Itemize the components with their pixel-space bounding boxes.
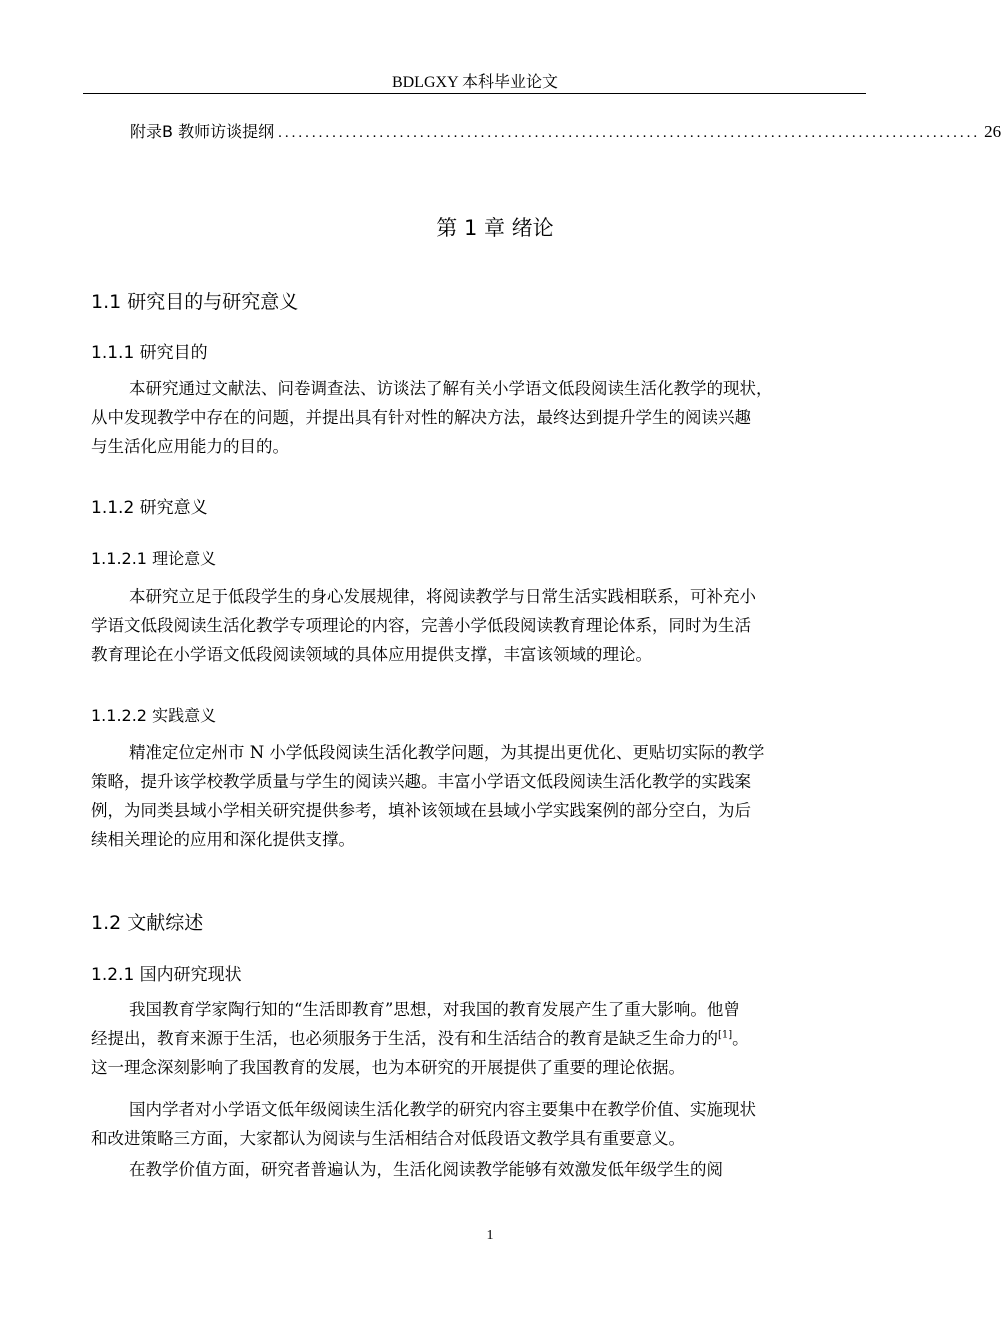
paragraph-teaching-value <box>91 1155 866 1184</box>
toc-entry-label: 附录B 教师访谈提纲 <box>130 122 275 141</box>
page-number: 1 <box>486 1228 494 1243</box>
paragraph-practical-significance <box>91 738 866 854</box>
text-line <box>91 1024 866 1053</box>
section-heading-1-2: 1.2 文献综述 <box>91 912 204 934</box>
text-line: 学语文低段阅读生活化教学专项理论的内容，完善小学低段阅读教育理论体系，同时为生活 <box>91 616 751 635</box>
section-heading-1-1: 1.1 研究目的与研究意义 <box>91 291 299 313</box>
paragraph-research-purpose <box>91 374 866 461</box>
paragraph-domestic-research <box>91 1095 866 1153</box>
toc-entry-appendix-b[interactable] <box>130 119 1001 143</box>
text-line: 这一理念深刻影响了我国教育的发展，也为本研究的开展提供了重要的理论依据。 <box>91 1058 685 1077</box>
text-line: 和改进策略三方面，大家都认为阅读与生活相结合对低段语文教学具有重要意义。 <box>91 1129 685 1148</box>
text-line: 例，为同类县域小学相关研究提供参考，填补该领域在县域小学实践案例的部分空白，为后 <box>91 801 751 820</box>
text-line: 与生活化应用能力的目的。 <box>91 437 289 456</box>
text-line: 续相关理论的应用和深化提供支撑。 <box>91 830 355 849</box>
text-line: 策略，提升该学校教学质量与学生的阅读兴趣。丰富小学语文低段阅读生活化教学的实践案 <box>91 772 751 791</box>
text-run: 。 <box>732 1029 749 1048</box>
text-line: 我国教育学家陶行知的“生活即教育”思想，对我国的教育发展产生了重大影响。他曾 <box>129 1000 740 1019</box>
toc-leader-dots: ........................................................................................................ <box>278 125 981 141</box>
text-line: 从中发现教学中存在的问题，并提出具有针对性的解决方法，最终达到提升学生的阅读兴趣 <box>91 408 751 427</box>
text-run: 经提出，教育来源于生活，也必须服务于生活，没有和生活结合的教育是缺乏生命力的 <box>91 1029 718 1048</box>
text-line: 本研究通过文献法、问卷调查法、访谈法了解有关小学语文低段阅读生活化教学的现状， <box>129 379 773 398</box>
text-line: 国内学者对小学语文低年级阅读生活化教学的研究内容主要集中在教学价值、实施现状 <box>129 1100 756 1119</box>
section-heading-1-2-1: 1.2.1 国内研究现状 <box>91 965 242 985</box>
paragraph-theoretical-significance <box>91 582 866 669</box>
running-header: BDLGXY 本科毕业论文 <box>391 74 559 91</box>
text-line: 精准定位定州市 N 小学低段阅读生活化教学问题，为其提出更优化、更贴切实际的教学 <box>129 743 765 762</box>
text-line: 教育理论在小学语文低段阅读领域的具体应用提供支撑，丰富该领域的理论。 <box>91 645 652 664</box>
text-line: 在教学价值方面，研究者普遍认为，生活化阅读教学能够有效激发低年级学生的阅 <box>129 1160 723 1179</box>
chapter-title: 第 1 章 绪论 <box>436 216 554 240</box>
section-heading-1-1-2-1: 1.1.2.1 理论意义 <box>91 549 217 568</box>
toc-page-number: 26 <box>984 122 1001 141</box>
text-line: 本研究立足于低段学生的身心发展规律，将阅读教学与日常生活实践相联系，可补充小 <box>129 587 756 606</box>
header-rule <box>83 93 866 94</box>
section-heading-1-1-1: 1.1.1 研究目的 <box>91 343 208 363</box>
paragraph-tao-xingzhi <box>91 995 866 1082</box>
section-heading-1-1-2-2: 1.1.2.2 实践意义 <box>91 706 217 725</box>
section-heading-1-1-2: 1.1.2 研究意义 <box>91 498 208 518</box>
citation-ref[interactable]: [1] <box>718 1029 733 1041</box>
